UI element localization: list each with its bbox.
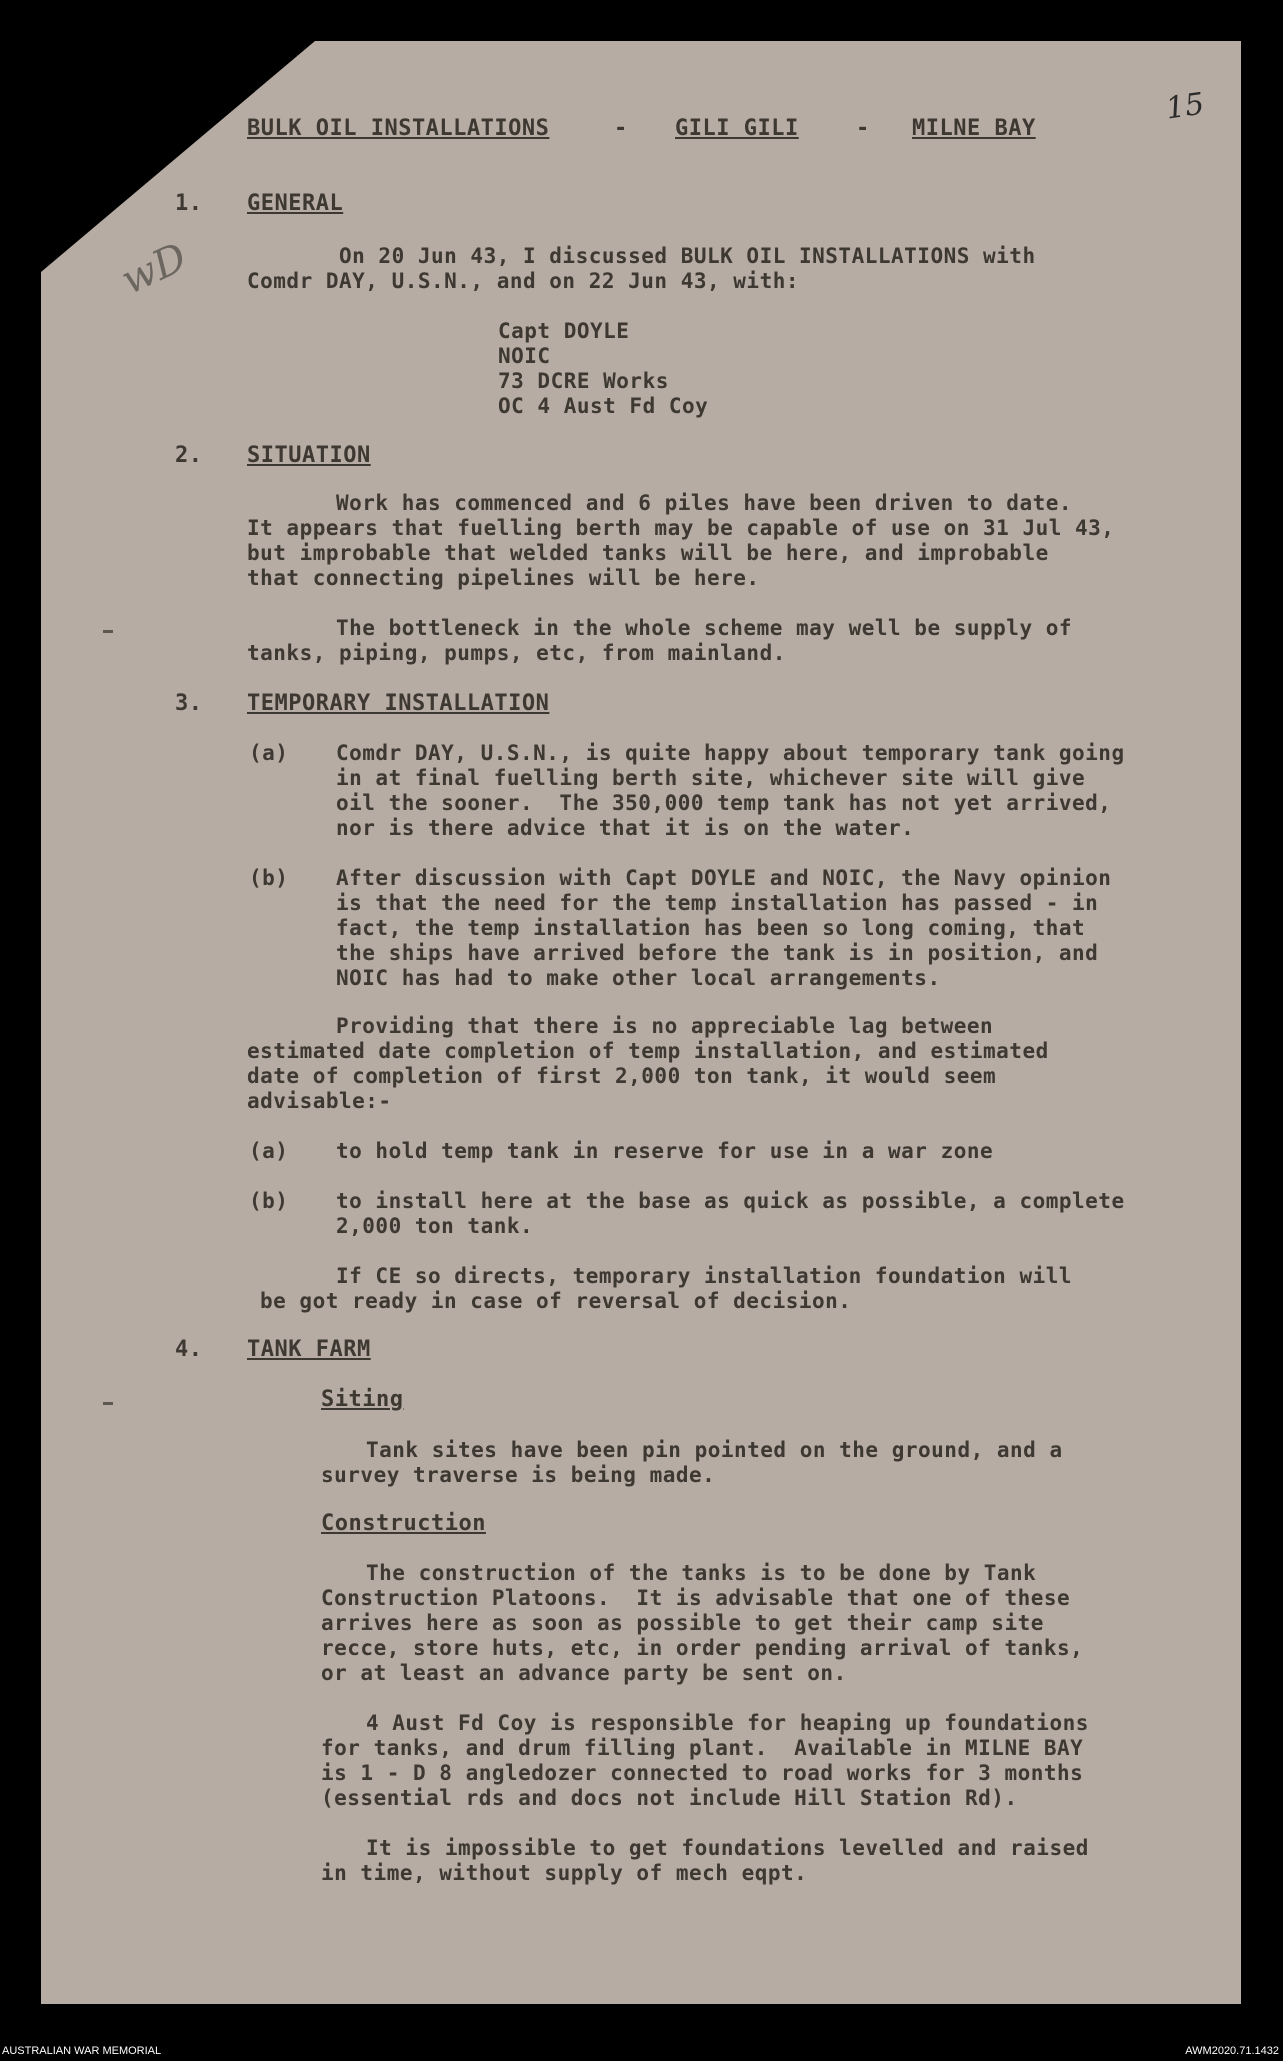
handwritten-initials: wD [114,234,194,304]
section-3-line: Comdr DAY, U.S.N., is quite happy about temporary tank going [336,741,1125,765]
section-3-line: After discussion with Capt DOYLE and NOIC, the Navy opinion [336,866,1112,890]
section-4-line: recce, store huts, etc, in order pending arrival of tanks, [321,1636,1084,1660]
item-label: (a) [249,741,289,765]
title-part-1: BULK OIL INSTALLATIONS [247,116,550,141]
section-3-line: oil the sooner. The 350,000 temp tank has not yet arrived, [336,791,1112,815]
section-4-line: (essential rds and docs not include Hill Station Rd). [321,1786,1018,1810]
section-1-list-item: OC 4 Aust Fd Coy [498,394,709,418]
section-3-line: NOIC has had to make other local arrangements. [336,966,941,990]
section-3-line: in at final fuelling berth site, whichever site will give [336,766,1086,790]
section-2-line: but improbable that welded tanks will be here, and improbable [247,541,1049,565]
section-3-line: fact, the temp installation has been so long coming, that [336,916,1086,940]
section-3-heading: TEMPORARY INSTALLATION [247,691,550,716]
section-3-line: 2,000 ton tank. [336,1214,534,1238]
punch-mark [103,1402,113,1405]
subheading-construction: Construction [321,1511,486,1536]
section-3-line: estimated date completion of temp installation, and estimated [247,1039,1049,1063]
section-3-line: date of completion of first 2,000 ton tank, it would seem [247,1064,997,1088]
section-4-line: Construction Platoons. It is advisable that one of these [321,1586,1071,1610]
section-4-heading: TANK FARM [247,1337,371,1362]
subheading-siting: Siting [321,1387,404,1412]
section-1-list-item: NOIC [498,344,551,368]
footer-left: AUSTRALIAN WAR MEMORIAL [2,2045,162,2057]
section-3-number: 3. [175,691,203,716]
section-2-line: The bottleneck in the whole scheme may well be supply of [336,616,1073,640]
folded-corner [41,41,315,272]
page-number: 15 [1163,86,1207,127]
section-2-number: 2. [175,443,203,468]
title-part-2: GILI GILI [675,116,799,141]
section-4-line: 4 Aust Fd Coy is responsible for heaping up foundations [366,1711,1089,1735]
footer-right: AWM2020.71.1432 [1185,2045,1279,2057]
section-4-line: The construction of the tanks is to be done by Tank [366,1561,1037,1585]
item-label: (b) [249,1189,289,1213]
section-4-line: is 1 - D 8 angledozer connected to road works for 3 months [321,1761,1084,1785]
section-3-line: advisable:- [247,1089,392,1113]
section-3-line: is that the need for the temp installation has passed - in [336,891,1099,915]
section-1-number: 1. [175,191,203,216]
section-4-number: 4. [175,1337,203,1362]
section-1-list-item: 73 DCRE Works [498,369,669,393]
section-2-line: that connecting pipelines will be here. [247,566,760,590]
title-part-3: MILNE BAY [912,116,1036,141]
section-2-line: Work has commenced and 6 piles have been driven to date. [336,491,1073,515]
title-sep-1: - [614,116,628,141]
section-2-heading: SITUATION [247,443,371,468]
section-3-line: to hold temp tank in reserve for use in a war zone [336,1139,994,1163]
section-2-line: tanks, piping, pumps, etc, from mainland. [247,641,786,665]
section-1-line: Comdr DAY, U.S.N., and on 22 Jun 43, with: [247,269,800,293]
section-4-line: for tanks, and drum filling plant. Available in MILNE BAY [321,1736,1084,1760]
section-3-line: nor is there advice that it is on the water. [336,816,915,840]
section-2-line: It appears that fuelling berth may be capable of use on 31 Jul 43, [247,516,1115,540]
section-3-line: Providing that there is no appreciable lag between [336,1014,994,1038]
section-3-line: be got ready in case of reversal of decision. [260,1289,852,1313]
section-3-line: to install here at the base as quick as possible, a complete [336,1189,1125,1213]
section-4-line: in time, without supply of mech eqpt. [321,1861,808,1885]
section-4-line: Tank sites have been pin pointed on the ground, and a [366,1438,1063,1462]
section-1-heading: GENERAL [247,191,344,216]
section-1-line: On 20 Jun 43, I discussed BULK OIL INSTALLATIONS with [339,244,1036,268]
section-3-line: If CE so directs, temporary installation foundation will [336,1264,1073,1288]
punch-mark [103,630,113,633]
section-4-line: survey traverse is being made. [321,1463,716,1487]
section-3-line: the ships have arrived before the tank is in position, and [336,941,1099,965]
item-label: (b) [249,866,289,890]
document-page [41,41,1241,2004]
section-4-line: It is impossible to get foundations levelled and raised [366,1836,1089,1860]
section-4-line: arrives here as soon as possible to get their camp site [321,1611,1044,1635]
section-4-line: or at least an advance party be sent on. [321,1661,847,1685]
section-1-list-item: Capt DOYLE [498,319,630,343]
item-label: (a) [249,1139,289,1163]
title-sep-2: - [856,116,870,141]
